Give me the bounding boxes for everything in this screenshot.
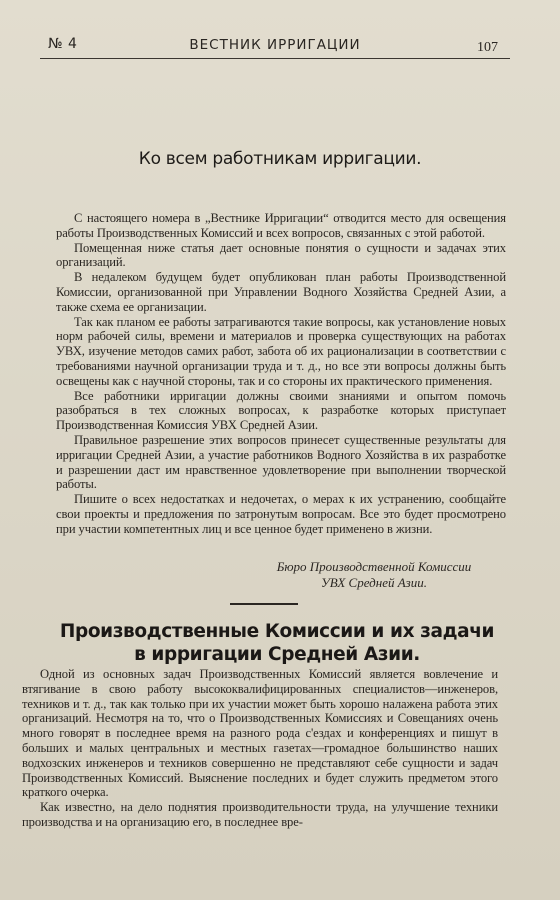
issue-number: № 4 [48, 36, 78, 52]
signature-line: УВХ Средней Азии. [321, 575, 427, 590]
paragraph: Как известно, на дело поднятия производительности труда, на улучшение техники производства и на организацию его, в последнее вре- [22, 800, 498, 829]
journal-title: ВЕСТНИК ИРРИГАЦИИ [189, 37, 361, 53]
paragraph: С настоящего номера в „Вестнике Ирригации“ отводится место для освещения работы Производственных Комиссий и всех вопросов, связанных с этой работой. [56, 211, 506, 240]
signature-block [240, 559, 508, 591]
page-number: 107 [477, 40, 498, 55]
section-divider [230, 603, 298, 605]
paragraph: Все работники ирригации должны своими знаниями и опытом помочь разобраться в тех сложных вопросах, к разработке которых приступает Производственная Комиссия УВХ Средней Азии. [56, 388, 506, 433]
article-title-line: в ирригации Средней Азии. [134, 644, 420, 665]
paragraph: Так как планом ее работы затрагиваются такие вопросы, как установление новых норм рабочей силы, времени и материалов и проверка существующих на работах УВХ, изучение методов самих работ, забота об их рационализации в соответствии с требованиями научной организации труда и т. д., но все эти вопросы должны быть освещены как с научной стороны, так и со стороны их практического применения. [56, 314, 506, 388]
appeal-title: Ко всем работникам ирригации. [138, 149, 422, 169]
appeal-body [56, 211, 506, 537]
article-title-line: Производственные Комиссии и их задачи [59, 621, 495, 642]
paragraph: Помещенная ниже статья дает основные понятия о сущности и задачах этих организаций. [56, 240, 506, 270]
paragraph: Одной из основных задач Производственных Комиссий является вовлечение и втягивание в свою работу высококвалифицированных специалистов—инженеров, техников и т. д., так как только при их участии может быть хорошо налажена работа этих организаций. Несмотря на то, что о Производственных Комиссиях и Совещаниях очень много говорят в последнее время на разного рода с'ездах и конференциях и пишут в больших и малых центральных и местных газетах—громадное большинство наших водхозских инженеров и техников совершенно не представляют себе сущности и задач Производственных Комиссий. Выяснение последних и будет служить предметом этого краткого очерка. [22, 667, 498, 800]
page-header [40, 34, 510, 59]
signature-line: Бюро Производственной Комиссии [276, 559, 472, 574]
paragraph: Пишите о всех недостатках и недочетах, о мерах к их устранению, сообщайте свои проекты и предложения по затронутым вопросам. Все это будет просмотрено при участии компетентных лиц и все ценное будет применено в жизни. [56, 492, 506, 536]
paragraph: В недалеком будущем будет опубликован план работы Производственной Комиссии, организованной при Управлении Водного Хозяйства Средней Азии, а также схема ее организации. [56, 270, 506, 314]
article-body [22, 667, 498, 830]
article-title [20, 620, 534, 666]
paragraph: Правильное разрешение этих вопросов принесет существенные результаты для ирригации Средней Азии, а участие работников Водного Хозяйства в их разработке и разрешении даст им нравственное удовлетворение при выполнении творческой работы. [56, 432, 506, 492]
